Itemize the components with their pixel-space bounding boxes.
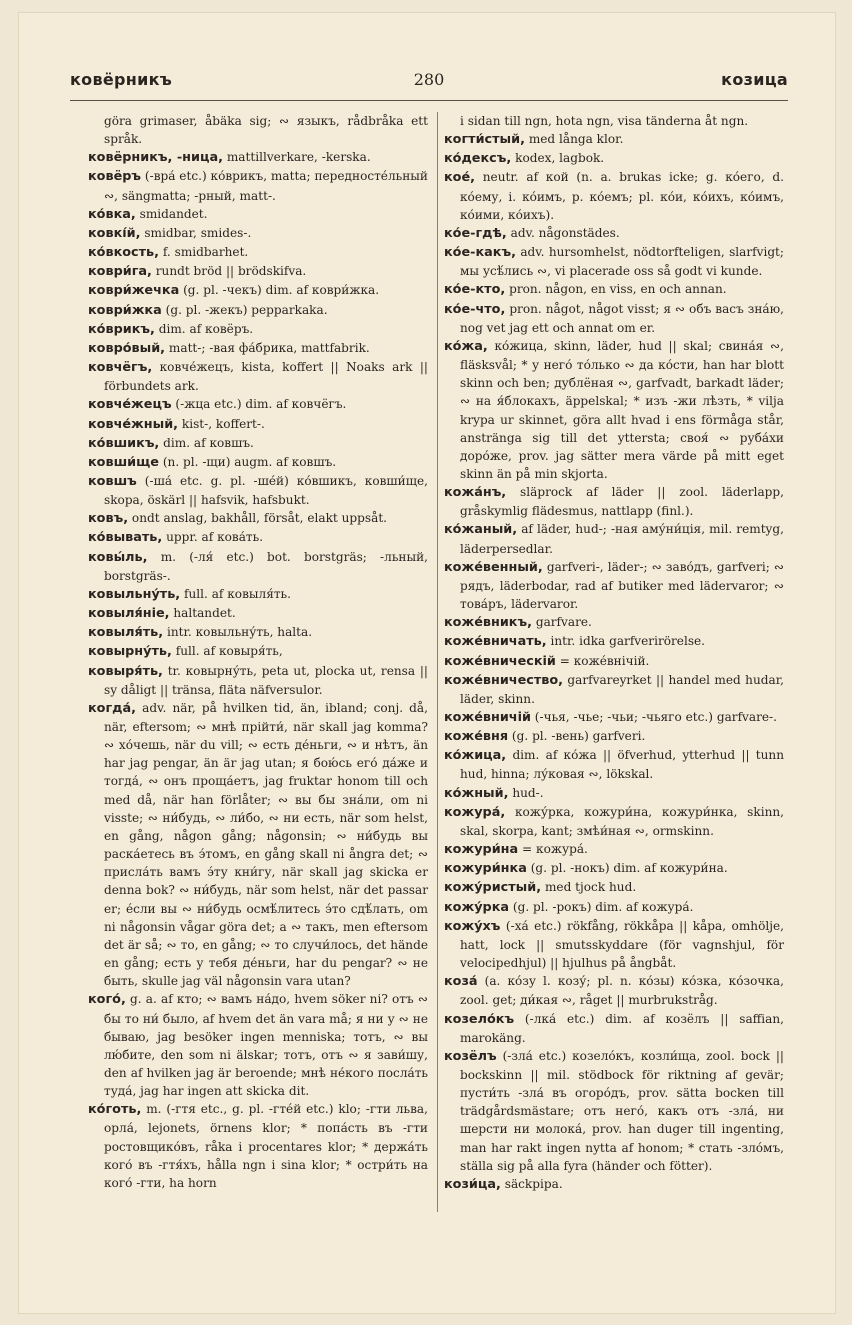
entry-definition: släprock af läder || zool. läderlapp, gråskymlig flädesmus, nattlapp (finl.). [460,485,784,519]
dictionary-entry [444,898,784,917]
dictionary-entry [88,167,428,204]
entry-headword: ко́е-кто, [444,282,506,298]
entry-definition: säckpipa. [504,1176,563,1191]
left-running-head: ковёрникъ [70,70,173,89]
dictionary-entry [88,148,428,167]
entry-headword: ковыря́ть, [88,663,163,679]
dictionary-entry [88,1100,428,1192]
dictionary-entry [444,917,784,972]
entry-headword: коже́вничій [444,710,531,725]
entry-headword: ковши́ще [88,454,159,470]
entry-definition: full. af ковыля́ть. [184,586,291,601]
dictionary-entry [444,130,784,149]
entry-headword: коври́жечка [88,283,180,299]
entry-headword: ко́жица, [444,748,507,764]
dictionary-entry [88,358,428,395]
dictionary-entry [444,337,784,483]
entry-headword: кожу́хъ [444,918,501,934]
entry-headword: коже́вникъ, [444,615,532,631]
entry-definition: f. smidbarhet. [162,245,249,260]
dictionary-entry [88,990,428,1100]
dictionary-entry [88,415,428,434]
entry-headword: коже́вническій [444,653,556,669]
entry-definition: rundt bröd || brödskifva. [155,264,307,279]
entry-definition: garfveri-, läder-; ∾ заво́дъ, garfveri; ∾ рядъ, läderbodar, rad af butiker med lädervaror; ∾ това́ръ, lädervaror. [460,559,784,612]
dictionary-entry [444,243,784,280]
dictionary-entry [444,520,784,557]
dictionary-entry [88,320,428,339]
entry-headword: ко́дексъ, [444,151,512,167]
entry-headword: когти́стый, [444,132,525,148]
entry-definition: garfvare. [535,615,592,630]
entry-headword: коза́ [444,974,478,990]
dictionary-entry [88,339,428,358]
dictionary-entry [444,112,784,130]
entry-headword: кого́, [88,992,126,1008]
entry-definition: i sidan till ngn, hota ngn, visa tänderna åt ngn. [460,114,749,128]
entry-definition: (-чья, -чье; -чьи; -чьяго etc.) garfvare-. [534,710,777,724]
entry-headword: ковыля́ть, [88,625,164,641]
entry-definition: dim. af ковёръ. [158,321,254,336]
dictionary-entry [444,1047,784,1175]
dictionary-entry [88,453,428,472]
entry-definition: intr. ковыльну́ть, halta. [166,625,313,640]
entry-definition: (-ха́ etc.) rökfång, rökkåpa || kåpa, omhölje, hatt, lock || smutsskyddare (för vagnshjul, för velocipedhjul) || hjulhus på ångbåt. [460,918,784,971]
entry-definition: (n. pl. -щи) augm. af ковшъ. [162,454,337,469]
entry-definition: (-жца etc.) dim. af ковчёгъ. [175,397,347,412]
entry-definition: adv. någonstädes. [510,225,620,240]
dictionary-entry [444,859,784,878]
dictionary-entry [88,642,428,661]
entry-definition: ковче́жецъ, kista, koffert || Noaks ark || förbundets ark. [104,360,428,394]
dictionary-entry [444,300,784,337]
entry-headword: коже́вничество, [444,672,564,688]
entry-headword: ко́жный, [444,785,509,801]
entry-definition: = кожура́. [522,842,588,857]
entry-definition: (g. pl. -чекъ) dim. af коври́жка. [183,283,380,298]
column-divider [437,112,438,1212]
entry-headword: кози́ца, [444,1176,501,1192]
dictionary-entry [444,671,784,708]
dictionary-entry [444,708,784,727]
entry-definition: (g. pl. -вень) garfveri. [511,729,646,744]
entry-definition: dim. af ковшъ. [163,435,254,450]
dictionary-entry [444,652,784,671]
entry-headword: ковы́ль, [88,549,148,565]
entry-definition: göra grimaser, åbäka sig; ∾ языкъ, rådbråka ett språk. [104,114,428,147]
entry-definition: (-зла́ etc.) козело́къ, козли́ща, zool. bock || bockskinn || mil. stödbock för riktning af gevär; пусти́ть -зла́ въ огоро́дъ, prov. sätta bocken till trädgårdsmästare; отъ него́, какъ отъ -зла́, ни шерсти ни молока́, prov. han duger till ingenting, man har rakt ingen nytta af honom; * стать -зло́мъ, ställa sig på alla fyra (händer och fötter). [460,1048,784,1173]
dictionary-entry [88,243,428,262]
entry-headword: ковыля́ніе, [88,606,170,622]
entry-definition: kist-, koffert-. [181,416,265,431]
dictionary-entry [88,548,428,585]
entry-definition: (g. pl. -жекъ) pepparkaka. [165,302,328,317]
entry-headword: козёлъ [444,1048,497,1064]
entry-headword: коври́га, [88,264,152,280]
entry-headword: ко́готь, [88,1102,142,1118]
entry-headword: ко́е-гдѣ, [444,225,507,241]
entry-headword: ковырну́ть, [88,644,172,660]
dictionary-entry [88,205,428,224]
entry-headword: кожу́рка [444,899,510,915]
dictionary-entry [444,803,784,840]
dictionary-entry [88,395,428,414]
page-number: 280 [413,70,445,89]
dictionary-entry [444,840,784,859]
dictionary-entry [88,472,428,509]
entry-headword: кожури́нка [444,861,527,877]
dictionary-entry [88,509,428,528]
entry-definition: mattillverkare, -kerska. [226,150,371,165]
dictionary-entry [88,528,428,547]
entry-definition: smidbar, smides-. [144,225,252,240]
entry-definition: m. (-ля́ etc.) bot. borstgräs; -льный, borstgräs-. [104,549,428,583]
left-column [88,112,428,1192]
dictionary-entry [88,112,428,148]
entry-headword: ковыльну́ть, [88,586,181,602]
dictionary-entry [444,878,784,897]
entry-headword: козело́къ [444,1011,515,1027]
entry-headword: коже́вничать, [444,634,547,650]
entry-definition: adv. hursomhelst, nödtorfteligen, slarfvigt; мы усѣ́лись ∾, vi placerade oss så godt vi kunde. [460,245,784,279]
entry-definition: hud-. [512,785,544,800]
entry-headword: ковро́вый, [88,340,166,356]
dictionary-entry [88,585,428,604]
entry-definition: smidandet. [139,206,208,221]
entry-headword: ко́вшикъ, [88,435,160,451]
dictionary-entry [444,149,784,168]
dictionary-entry [88,262,428,281]
header-rule [70,100,788,101]
entry-headword: кожу́ристый, [444,880,542,896]
entry-headword: коже́венный, [444,559,543,575]
entry-headword: кое́, [444,170,476,186]
dictionary-entry [444,483,784,520]
entry-definition: (-ша́ etc. g. pl. -ше́й) ко́вшикъ, ковши́ще, skopa, öskärl || hafsvik, hafsbukt. [104,473,428,508]
entry-headword: ко́е-какъ, [444,245,516,261]
entry-definition: garfvareyrket || handel med hudar, läder, skinn. [460,672,784,706]
dictionary-entry [444,280,784,299]
dictionary-entry [444,746,784,783]
entry-headword: ко́вывать, [88,530,163,546]
entry-headword: ковче́жецъ [88,397,172,413]
entry-headword: ковчёгъ, [88,360,153,376]
entry-definition: adv. när, på hvilken tid, än, ibland; conj. då, när, eftersom; ∾ мнѣ прійти́, när skall jag komma? ∾ хо́чешь, när du vill; ∾ есть де́ньги, ∾ и нѣтъ, än har jag pengar, än är jag utan; я бою́сь его́ да́же и тогда́, ∾ онъ проща́етъ, jag fruktar honom till och med då, när han förlåter; ∾ вы бы зна́ли, om ni visste; ∾ ни́будь, ∾ ли́бо, ∾ ни есть, när som helst, en gång, någon gång; någonsin; ∾ ни́будь вы раска́етесь въ э́томъ, en gång skall ni ångra det; ∾ присла́ть вамъ э́ту кни́гу, när skall jag skicka er denna bok? ∾ ни́будь, när som helst, när det passar er; е́сли вы ∾ ни́будь осмѣ́литесь э́то сдѣ́лать, om ni någonsin vågar göra det; а ∾ такъ, men eftersom det är så; ∾ то, en gång; ∾ то случи́лось, det hände en gång; есть у тебя де́ньги, har du pengar? ∾ не быть, skulle jag väl någonsin vara utan? [104,700,428,989]
entry-headword: коври́жка [88,302,162,318]
entry-definition: (g. pl. -нокъ) dim. af кожури́на. [530,861,728,876]
entry-definition: full. af ковыря́ть, [175,644,283,659]
entry-headword: когда́, [88,700,136,716]
entry-definition: uppr. af кова́ть. [166,530,264,545]
page-header [70,70,788,100]
entry-definition: ко́жица, skinn, läder, hud || skal; свина́я ∾, fläsksvål; * у него́ то́лько ∾ да ко́сти, han har blott skinn och ben; дублёная ∾, garfvadt, barkadt läder; ∾ на я́блокахъ, äppelskal; * изъ -жи лѣзть, * vilja krypa ur skinnet, göra allt hvad i ens förmåga står, anstränga sig till det yttersta; своя́ ∾ руба́хи доро́же, prov. jag sätter mera värde på mitt eget skinn än på min skjorta. [460,338,784,481]
entry-definition: pron. någon, en viss, en och annan. [509,282,727,297]
dictionary-entry [88,301,428,320]
right-running-head: козица [721,70,788,89]
dictionary-entry [444,727,784,746]
entry-definition: кожу́рка, кожури́на, кожури́нка, skinn, skal, skorpa, kant; змѣи́ная ∾, ormskinn. [460,804,784,838]
entry-headword: коже́вня [444,729,509,745]
entry-definition: g. a. af кто; ∾ вамъ на́до, hvem söker ni? отъ ∾ бы то ни́ было, af hvem det än vara må; я ни у ∾ не бываю, jag besöker ingen menniska; тотъ, ∾ вы лю́бите, den som ni älskar; тотъ, отъ ∾ я зави́шу, den af hvilken jag är beroende; мнѣ не́кого посла́ть туда́, jag har ingen att skicka dit. [104,992,428,1099]
entry-definition: af läder, hud-; -ная аму́ни́ція, mil. remtyg, läderpersedlar. [460,522,784,556]
entry-headword: ковёрникъ, -ница, [88,150,223,166]
entry-definition: intr. idka garfverirörelse. [550,634,706,649]
entry-headword: ковъ, [88,511,129,527]
entry-headword: ковёръ [88,169,142,185]
entry-headword: ко́вка, [88,206,136,222]
dictionary-entry [88,604,428,623]
entry-definition: = коже́внічій. [559,653,650,668]
dictionary-entry [444,972,784,1009]
entry-definition: (-лка́ etc.) dim. af козёлъ || saffian, marokäng. [460,1011,784,1045]
entry-definition: (-вра́ etc.) ко́врикъ, matta; передносте́льный ∾, sängmatta; -рный, matt-. [104,169,428,203]
dictionary-entry [88,699,428,991]
dictionary-entry [88,224,428,243]
dictionary-entry [444,224,784,243]
entry-headword: ко́вкость, [88,245,160,261]
dictionary-entry [88,434,428,453]
dictionary-entry [88,623,428,642]
entry-headword: кожура́, [444,804,506,820]
dictionary-entry [88,281,428,300]
dictionary-entry [444,1175,784,1194]
entry-definition: pron. något, något visst; я ∾ объ васъ зна́ю, nog vet jag ett och annat om er. [460,301,784,335]
entry-headword: кожури́на [444,842,519,858]
entry-headword: ковче́жный, [88,416,179,432]
entry-definition: tr. ковырну́ть, peta ut, plocka ut, rensa || sy dåligt || tränsa, fläta näfversulor. [104,663,428,697]
dictionary-entry [444,632,784,651]
entry-definition: med tjock hud. [544,880,637,895]
entry-definition: haltandet. [173,606,236,621]
entry-headword: ко́врикъ, [88,321,155,337]
entry-headword: кожа́нъ, [444,485,507,501]
dictionary-entry [444,1010,784,1047]
entry-definition: matt-; -вая фа́брика, mattfabrik. [168,340,370,355]
entry-headword: ковкі́й, [88,225,141,241]
entry-definition: (a. ко́зу l. козу́; pl. n. ко́зы) ко́зка, ко́зочка, zool. get; ди́кая ∾, råget || murbrukstråg. [460,974,784,1008]
entry-definition: m. (-гтя etc., g. pl. -гте́й etc.) klo; -гти льва, орла́, lejonets, örnens klor; * попа́сть въ -гти ростовщико́въ, råka i procentares klor; * держа́ть кого́ въ -гтя́хъ, hålla ngn i sina klor; * остри́ть на кого́ -гти, ha horn [104,1102,428,1190]
dictionary-entry [444,168,784,223]
dictionary-entry [444,558,784,613]
entry-headword: ко́жа, [444,338,488,354]
entry-headword: ко́е-что, [444,301,506,317]
entry-definition: kodex, lagbok. [515,151,605,166]
dictionary-entry [88,662,428,699]
entry-definition: neutr. af кой (n. a. brukas icke; g. ко́его, d. ко́ему, i. ко́имъ, p. ко́емъ; pl. ко́и, ко́ихъ, ко́имъ, ко́ими, ко́ихъ). [460,170,784,222]
entry-headword: ко́жаный, [444,522,518,538]
entry-definition: ondt anslag, bakhåll, försåt, elakt uppsåt. [131,511,388,526]
entry-definition: med långa klor. [528,132,624,147]
entry-definition: dim. af ко́жа || öfverhud, ytterhud || tunn hud, hinna; лу́ковая ∾, lökskal. [460,748,784,782]
entry-headword: ковшъ [88,473,137,489]
dictionary-entry [444,613,784,632]
right-column [444,112,784,1194]
dictionary-entry [444,784,784,803]
entry-definition: (g. pl. -рокъ) dim. af кожура́. [512,899,694,914]
